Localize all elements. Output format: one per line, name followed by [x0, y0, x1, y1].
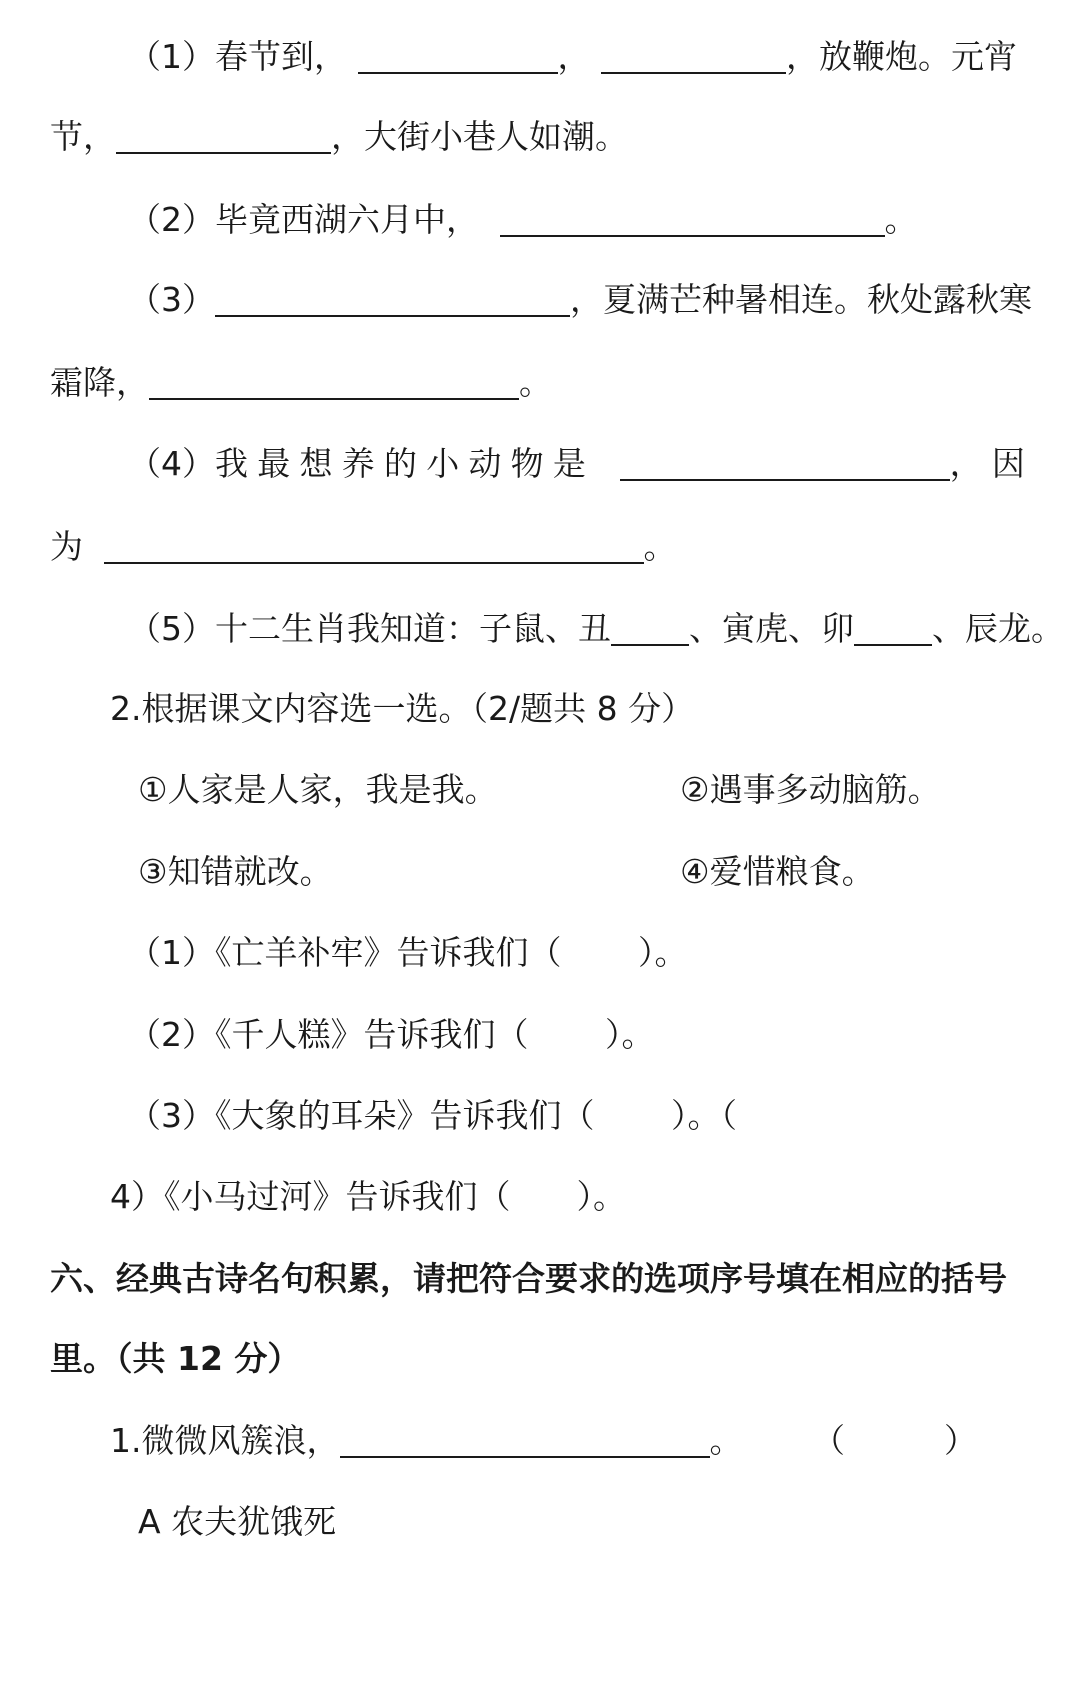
option-4: ④爱惜粮食。	[680, 852, 875, 891]
q4-text-4: 。	[643, 527, 677, 566]
q4-text-2: ，因	[949, 444, 1035, 483]
q3-blank-2[interactable]	[149, 368, 519, 400]
q5-blank-1[interactable]	[611, 614, 689, 646]
q1-text-5: ，大街小巷人如潮。	[331, 117, 628, 156]
q1-blank-3[interactable]	[116, 122, 331, 154]
q5-number: （5）	[128, 609, 215, 648]
section6-q1-text-2: 。	[709, 1421, 743, 1460]
q3-text-1: ，夏满芒种暑相连。秋处露秋寒	[570, 280, 1032, 319]
q1-blank-2[interactable]	[601, 42, 786, 74]
q4-text-3: 为	[50, 527, 83, 566]
q3-blank-1[interactable]	[215, 285, 570, 317]
q1-line2	[50, 117, 628, 156]
q1-number: （1）	[128, 37, 215, 76]
section6-title-line2: 里。（共 12 分）	[50, 1339, 301, 1378]
option-2: ②遇事多动脑筋。	[680, 770, 941, 809]
part2-question-4: 4）《小马过河》告诉我们（ ）。	[110, 1177, 626, 1216]
q1-text-4: 节，	[50, 117, 116, 156]
option-1: ①人家是人家，我是我。	[138, 770, 498, 809]
q5-blank-2[interactable]	[854, 614, 932, 646]
q4-text-1: 我最想养的小动物是	[215, 444, 596, 483]
q1-text-3: ，放鞭炮。元宵	[786, 37, 1017, 76]
q4-line2	[50, 527, 677, 566]
q2-line	[128, 200, 918, 239]
part2-question-2: （2）《千人糕》告诉我们（ ）。	[128, 1015, 655, 1054]
q5-line	[128, 609, 1064, 648]
q1-text-1: 春节到，	[215, 37, 347, 76]
section6-title-line1: 六、经典古诗名句积累，请把符合要求的选项序号填在相应的括号	[50, 1259, 1007, 1298]
q1-text-2: ，	[557, 37, 591, 76]
q2-number: （2）	[128, 200, 215, 239]
q1-blank-1[interactable]	[358, 42, 558, 74]
section6-option-a: A 农夫犹饿死	[138, 1502, 337, 1541]
q4-number: （4）	[128, 444, 215, 483]
q2-text-2: 。	[884, 200, 918, 239]
option-3: ③知错就改。	[138, 852, 333, 891]
q3-line2	[50, 363, 552, 402]
section6-q1-text-1: 1.微微风簇浪，	[110, 1421, 340, 1460]
section6-q1-line	[110, 1421, 743, 1460]
q2-blank[interactable]	[500, 205, 885, 237]
q1-line1	[128, 37, 1017, 76]
q3-text-3: 。	[519, 363, 552, 402]
section6-q1-answer-paren[interactable]: （ ）	[812, 1421, 977, 1460]
q3-number: （3）	[128, 280, 215, 319]
q5-text-2: 、寅虎、卯	[689, 609, 854, 648]
q5-text-1: 十二生肖我知道：子鼠、丑	[215, 609, 611, 648]
q5-text-3: 、辰龙。	[932, 609, 1064, 648]
part2-title: 2.根据课文内容选一选。（2/题共 8 分）	[110, 689, 695, 728]
section6-q1-blank[interactable]	[340, 1426, 710, 1458]
q4-blank-2[interactable]	[104, 532, 644, 564]
q2-text-1: 毕竟西湖六月中，	[215, 200, 479, 239]
q3-text-2: 霜降，	[50, 363, 149, 402]
part2-question-3: （3）《大象的耳朵》告诉我们（ ）。（	[128, 1096, 737, 1135]
q4-blank-1[interactable]	[620, 449, 950, 481]
q4-line1	[128, 444, 1035, 483]
part2-question-1: （1）《亡羊补牢》告诉我们（ ）。	[128, 933, 688, 972]
q3-line1	[128, 280, 1032, 319]
